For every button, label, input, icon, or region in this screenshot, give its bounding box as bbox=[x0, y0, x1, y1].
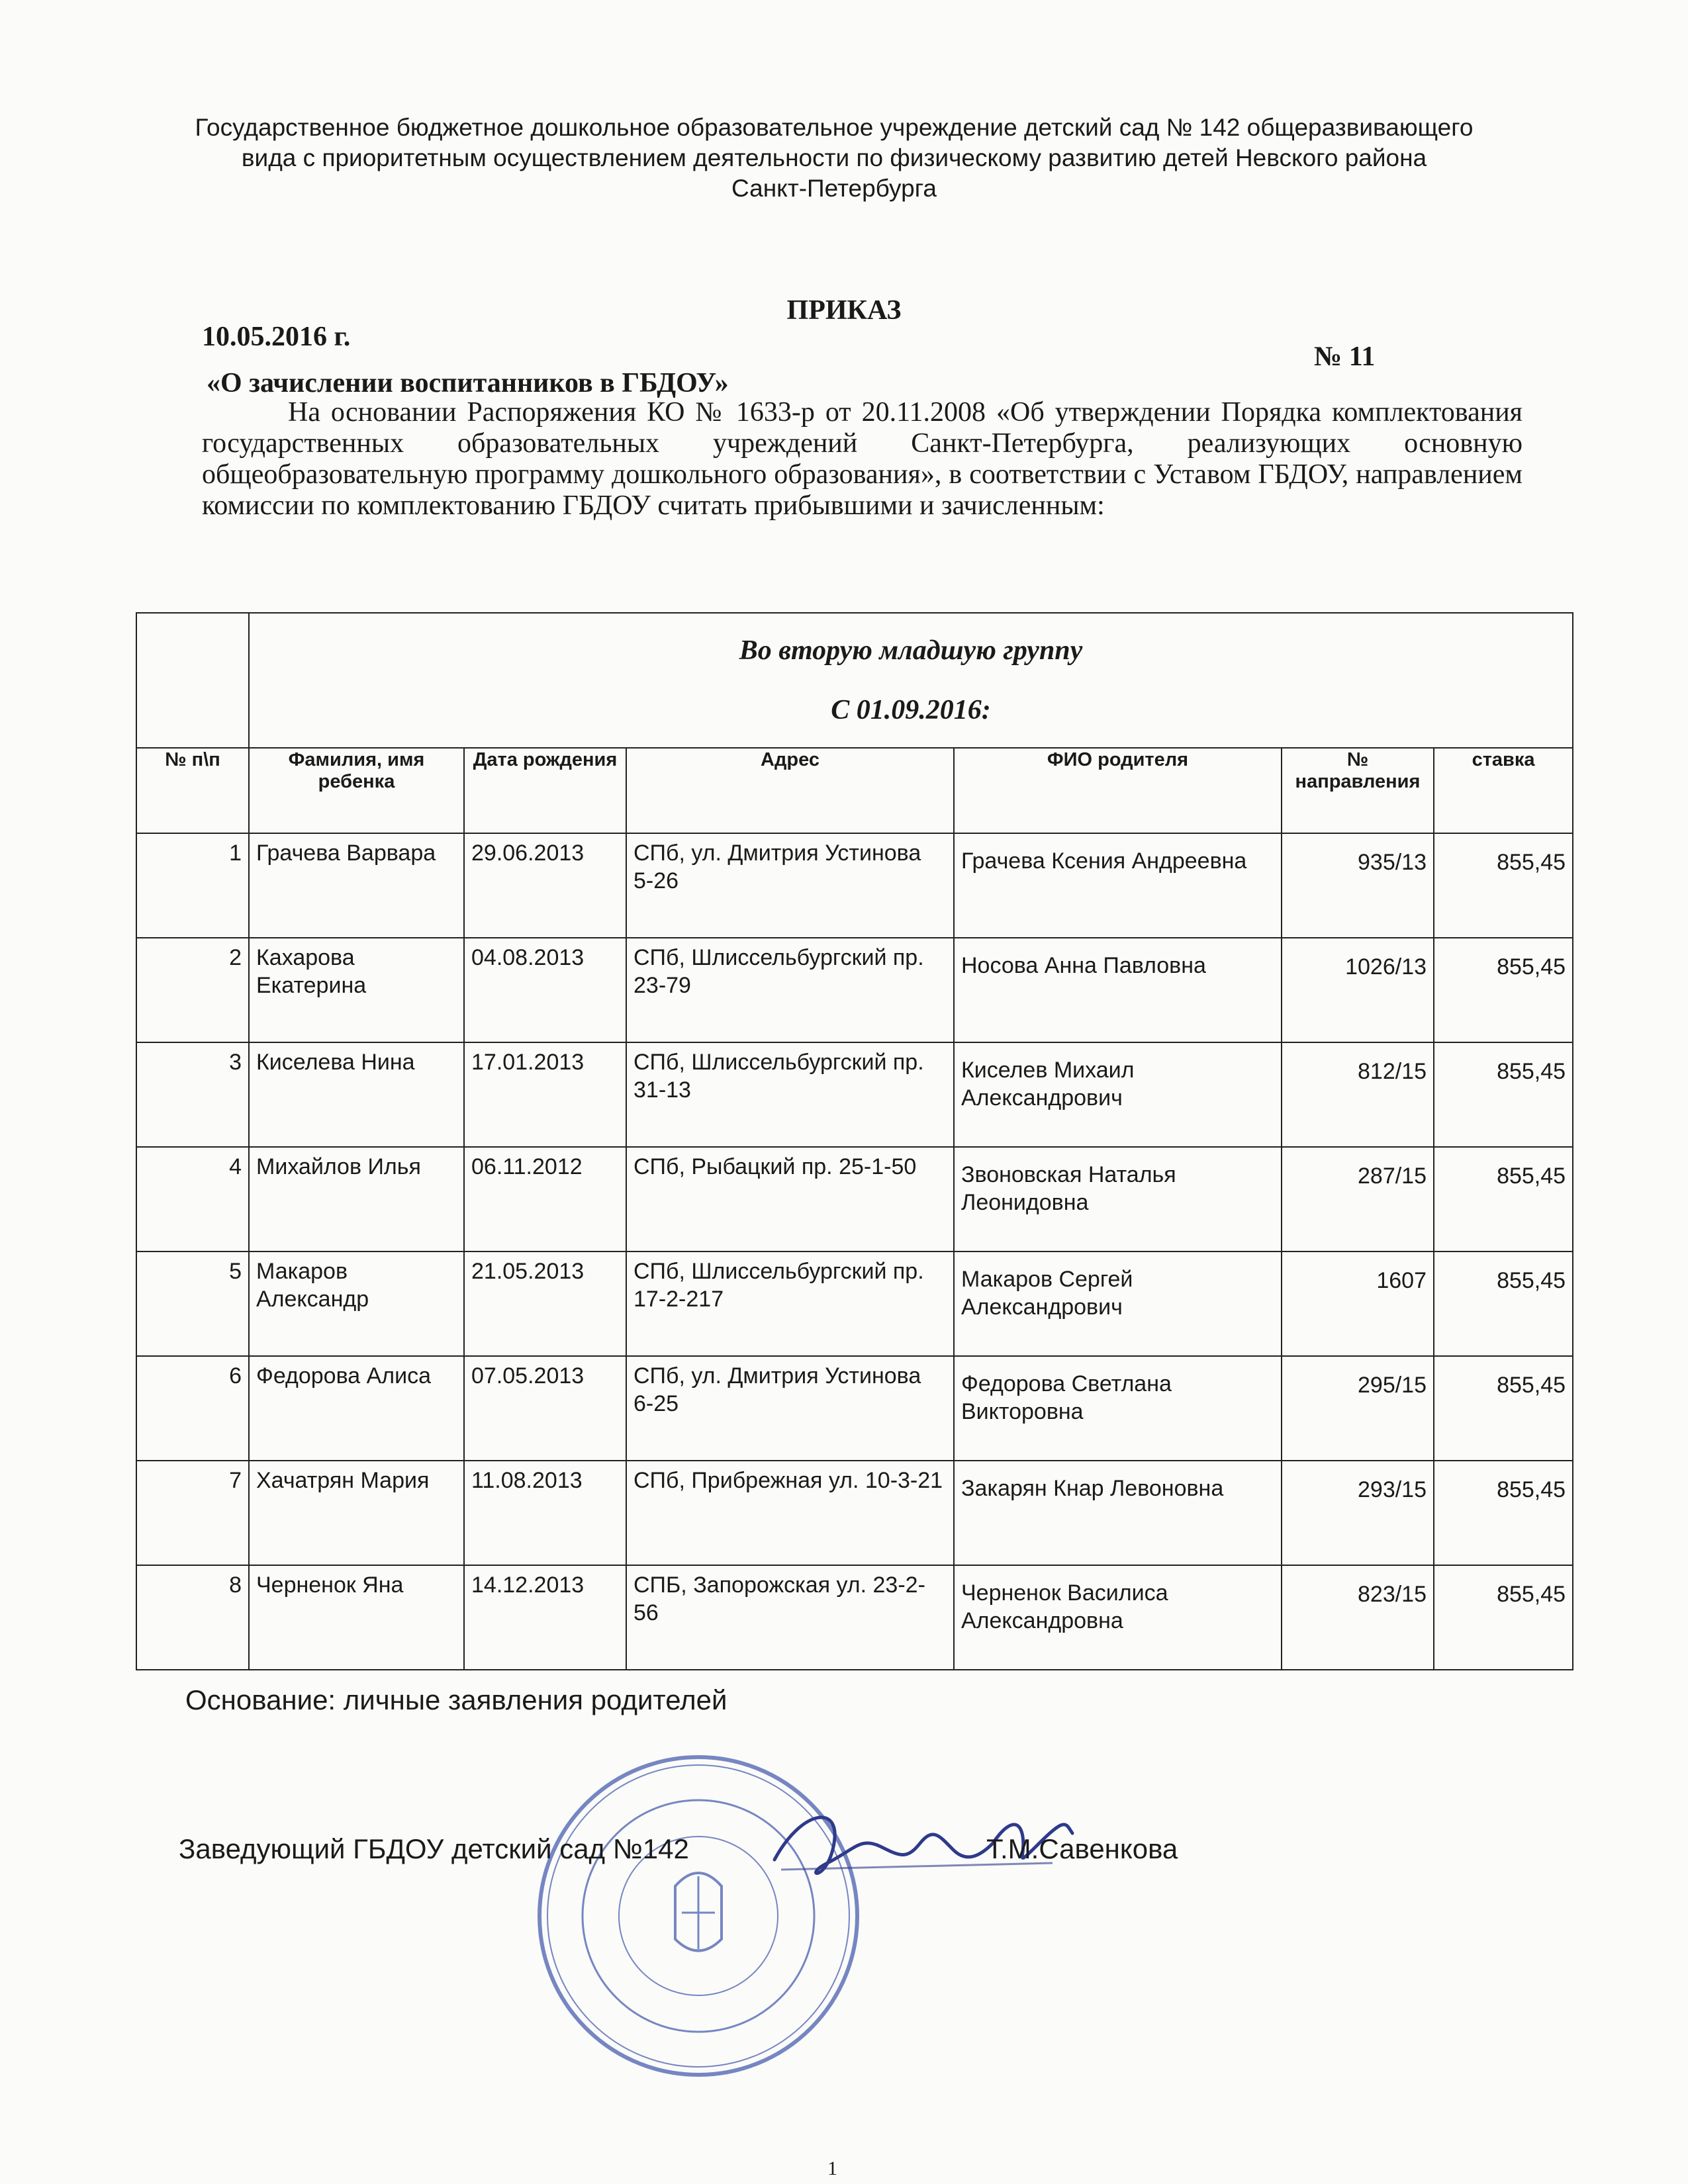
order-title: ПРИКАЗ bbox=[786, 295, 902, 326]
cell-number: 8 bbox=[136, 1565, 249, 1670]
cell-address: СПб, Прибрежная ул. 10-3-21 bbox=[626, 1461, 954, 1565]
header-line-1: Государственное бюджетное дошкольное образовательное учреждение детский сад № 142 общеразвивающего bbox=[195, 114, 1474, 141]
order-number: № 11 bbox=[1314, 341, 1376, 372]
enrollment-table bbox=[136, 612, 1573, 1670]
cell-rate: 855,45 bbox=[1434, 1356, 1573, 1461]
cell-direction: 293/15 bbox=[1282, 1461, 1434, 1565]
cell-parent: Федорова Светлана Викторовна bbox=[954, 1356, 1282, 1461]
cell-address: СПб, Шлиссельбургский пр. 31-13 bbox=[626, 1042, 954, 1147]
cell-child-name: Федорова Алиса bbox=[249, 1356, 464, 1461]
column-header-name: Фамилия, имя ребенка bbox=[249, 748, 464, 833]
cell-birth-date: 17.01.2013 bbox=[464, 1042, 626, 1147]
cell-rate: 855,45 bbox=[1434, 1565, 1573, 1670]
column-header-address: Адрес bbox=[626, 748, 954, 833]
table-row bbox=[136, 833, 1573, 938]
cell-address: СПб, Шлиссельбургский пр. 17-2-217 bbox=[626, 1251, 954, 1356]
table-row bbox=[136, 1356, 1573, 1461]
director-title: Заведующий ГБДОУ детский сад №142 bbox=[179, 1833, 689, 1864]
cell-number: 7 bbox=[136, 1461, 249, 1565]
order-basis: Основание: личные заявления родителей bbox=[185, 1684, 727, 1715]
cell-number: 3 bbox=[136, 1042, 249, 1147]
cell-rate: 855,45 bbox=[1434, 1147, 1573, 1251]
cell-direction: 935/13 bbox=[1282, 833, 1434, 938]
cell-birth-date: 04.08.2013 bbox=[464, 938, 626, 1042]
group-name: Во вторую младшую группу bbox=[739, 635, 1083, 666]
cell-number: 6 bbox=[136, 1356, 249, 1461]
cell-direction: 1026/13 bbox=[1282, 938, 1434, 1042]
cell-parent: Черненок Василиса Александровна bbox=[954, 1565, 1282, 1670]
column-header-parent: ФИО родителя bbox=[954, 748, 1282, 833]
cell-rate: 855,45 bbox=[1434, 1461, 1573, 1565]
order-body: На основании Распоряжения КО № 1633-р от 20.11.2008 «Об утверждении Порядка комплектования государственных образовательных учреждений Санкт-Петербурга, реализующих основную общеобразовательную программу дошкольного образования», в соответствии с Уставом ГБДОУ, направлением комиссии по комплектованию ГБДОУ считать прибывшими и зачисленным: bbox=[202, 397, 1523, 521]
cell-direction: 823/15 bbox=[1282, 1565, 1434, 1670]
cell-birth-date: 07.05.2013 bbox=[464, 1356, 626, 1461]
cell-child-name: Михайлов Илья bbox=[249, 1147, 464, 1251]
cell-birth-date: 11.08.2013 bbox=[464, 1461, 626, 1565]
table-row bbox=[136, 1461, 1573, 1565]
cell-rate: 855,45 bbox=[1434, 938, 1573, 1042]
cell-address: СПб, ул. Дмитрия Устинова 5-26 bbox=[626, 833, 954, 938]
cell-parent: Носова Анна Павловна bbox=[954, 938, 1282, 1042]
cell-rate: 855,45 bbox=[1434, 833, 1573, 938]
table-row bbox=[136, 1147, 1573, 1251]
order-subject: «О зачислении воспитанников в ГБДОУ» bbox=[207, 368, 729, 398]
cell-birth-date: 21.05.2013 bbox=[464, 1251, 626, 1356]
cell-number: 1 bbox=[136, 833, 249, 938]
header-line-2: вида с приоритетным осуществлением деятельности по физическому развитию детей Невского района bbox=[241, 144, 1427, 171]
cell-address: СПб, ул. Дмитрия Устинова 6-25 bbox=[626, 1356, 954, 1461]
cell-parent: Макаров Сергей Александрович bbox=[954, 1251, 1282, 1356]
group-start-date: С 01.09.2016: bbox=[831, 695, 991, 725]
institution-header bbox=[165, 113, 1503, 204]
cell-number: 4 bbox=[136, 1147, 249, 1251]
cell-parent: Грачева Ксения Андреевна bbox=[954, 833, 1282, 938]
table-row bbox=[136, 1042, 1573, 1147]
header-line-3: Санкт-Петербурга bbox=[731, 175, 937, 202]
group-heading bbox=[249, 613, 1573, 748]
cell-direction: 812/15 bbox=[1282, 1042, 1434, 1147]
column-header-rate: ставка bbox=[1434, 748, 1573, 833]
cell-rate: 855,45 bbox=[1434, 1251, 1573, 1356]
cell-number: 5 bbox=[136, 1251, 249, 1356]
table-row bbox=[136, 938, 1573, 1042]
cell-child-name: Кахарова Екатерина bbox=[249, 938, 464, 1042]
column-header-direction: № направления bbox=[1282, 748, 1434, 833]
cell-birth-date: 29.06.2013 bbox=[464, 833, 626, 938]
cell-parent: Звоновская Наталья Леонидовна bbox=[954, 1147, 1282, 1251]
cell-child-name: Черненок Яна bbox=[249, 1565, 464, 1670]
cell-parent: Закарян Кнар Левоновна bbox=[954, 1461, 1282, 1565]
cell-address: СПБ, Запорожская ул. 23-2-56 bbox=[626, 1565, 954, 1670]
cell-direction: 287/15 bbox=[1282, 1147, 1434, 1251]
cell-direction: 1607 bbox=[1282, 1251, 1434, 1356]
cell-birth-date: 06.11.2012 bbox=[464, 1147, 626, 1251]
director-name: Т.М.Савенкова bbox=[986, 1833, 1178, 1864]
cell-number: 2 bbox=[136, 938, 249, 1042]
cell-address: СПб, Рыбацкий пр. 25-1-50 bbox=[626, 1147, 954, 1251]
cell-birth-date: 14.12.2013 bbox=[464, 1565, 626, 1670]
cell-direction: 295/15 bbox=[1282, 1356, 1434, 1461]
cell-child-name: Хачатрян Мария bbox=[249, 1461, 464, 1565]
cell-child-name: Киселева Нина bbox=[249, 1042, 464, 1147]
table-corner-cell bbox=[136, 613, 249, 748]
cell-parent: Киселев Михаил Александрович bbox=[954, 1042, 1282, 1147]
cell-child-name: Макаров Александр bbox=[249, 1251, 464, 1356]
cell-rate: 855,45 bbox=[1434, 1042, 1573, 1147]
column-header-number: № п\п bbox=[136, 748, 249, 833]
table-row bbox=[136, 1565, 1573, 1670]
table-row bbox=[136, 1251, 1573, 1356]
cell-address: СПб, Шлиссельбургский пр. 23-79 bbox=[626, 938, 954, 1042]
cell-child-name: Грачева Варвара bbox=[249, 833, 464, 938]
order-date: 10.05.2016 г. bbox=[202, 322, 351, 352]
page-number: 1 bbox=[827, 2158, 837, 2179]
column-header-birth: Дата рождения bbox=[464, 748, 626, 833]
